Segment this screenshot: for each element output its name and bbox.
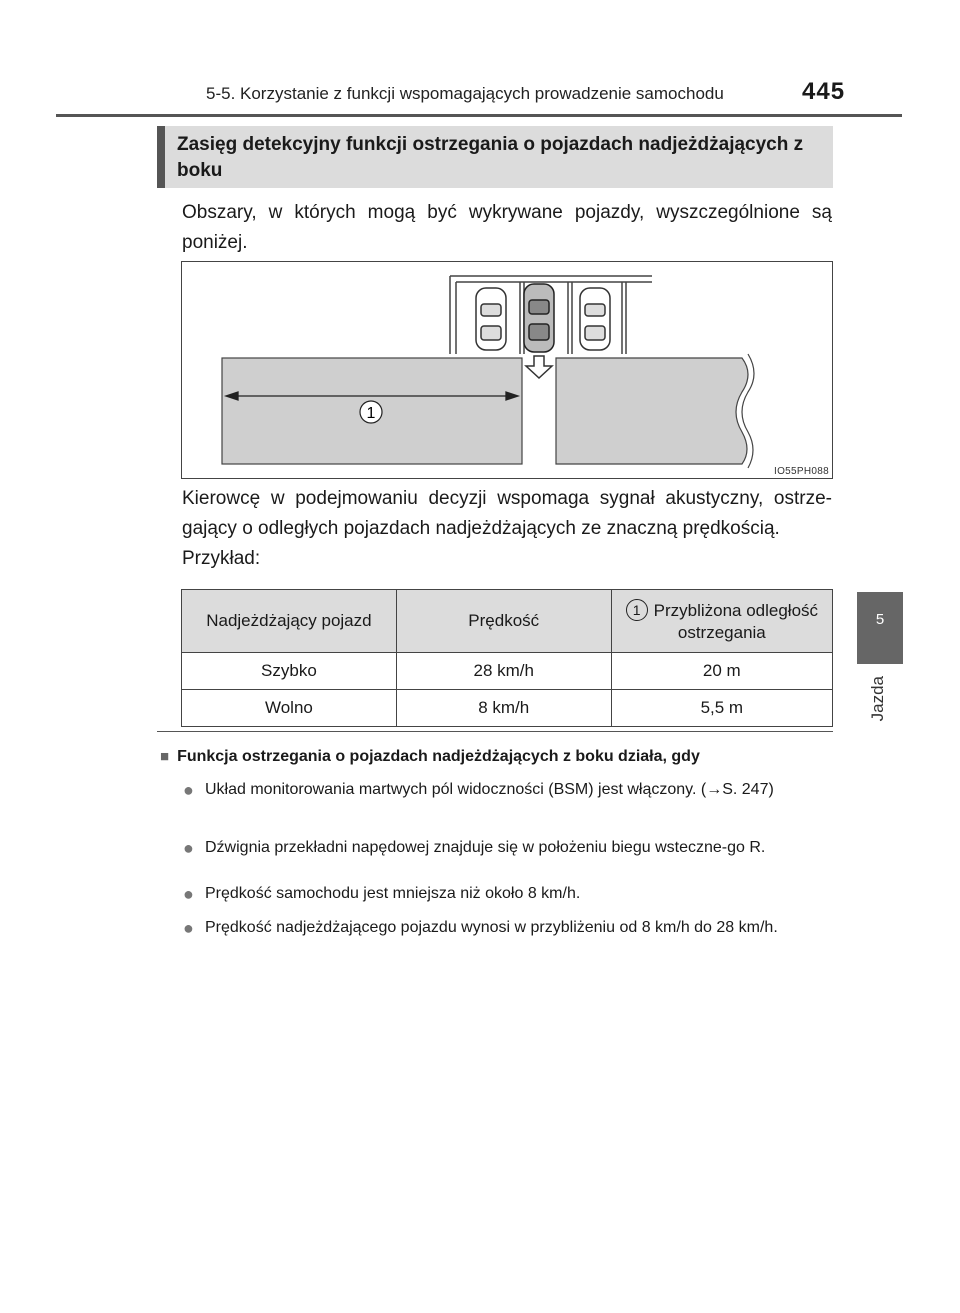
header-speed: Prędkość bbox=[396, 590, 611, 653]
intro-paragraph: Obszary, w których mogą być wykrywane pojazdy, wyszczególnione są poniżej. bbox=[182, 202, 832, 253]
chapter-label: Jazda bbox=[868, 676, 887, 722]
section-title: Zasięg detekcyjny funkcji ostrzegania o pojazdach nadjeżdżających z boku bbox=[177, 134, 804, 181]
list-item: ● Dźwignia przekładni napędowej znajduje się w położeniu biegu wsteczne-go R. bbox=[183, 838, 766, 858]
parked-car-right bbox=[580, 288, 610, 350]
figure-code: IO55PH088 bbox=[774, 466, 829, 477]
detection-area-right bbox=[556, 358, 748, 464]
own-car bbox=[524, 284, 554, 352]
chapter-tab[interactable]: 5 bbox=[857, 592, 903, 664]
page-number: 445 bbox=[802, 78, 846, 105]
warning-distance-table bbox=[181, 589, 833, 727]
parked-car-left bbox=[476, 288, 506, 350]
example-label: Przykład: bbox=[182, 548, 261, 569]
table-row: Szybko 28 km/h 20 m bbox=[182, 653, 833, 690]
table-header-row bbox=[182, 590, 833, 653]
circle-bullet-icon: ● bbox=[183, 918, 194, 938]
running-header: 5-5. Korzystanie z funkcji wspomagających prowadzenie samochodu bbox=[206, 84, 724, 103]
list-item: ● Prędkość samochodu jest mniejsza niż około 8 km/h. bbox=[183, 884, 581, 904]
section-heading-box bbox=[157, 126, 833, 188]
header-rule bbox=[56, 114, 902, 117]
header-vehicle: Nadjeżdżający pojazd bbox=[182, 590, 397, 653]
list-item: ● Prędkość nadjeżdżającego pojazdu wynosi w przybliżeniu od 8 km/h do 28 km/h. bbox=[183, 918, 778, 938]
assist-paragraph: Kierowcę w podejmowaniu decyzji wspomaga sygnał akustyczny, ostrze-gający o odległych pojazdach nadjeżdżających ze znaczną prędkością. bbox=[182, 488, 832, 539]
square-bullet-icon: ■ bbox=[160, 748, 170, 765]
section-rule bbox=[157, 731, 833, 732]
detection-diagram bbox=[182, 262, 833, 479]
header-distance: 1 Przybliżona odległość ostrzegania bbox=[611, 590, 832, 653]
circle-bullet-icon: ● bbox=[183, 780, 194, 800]
conditions-heading: ■ Funkcja ostrzegania o pojazdach nadjeżdżających z boku działa, gdy bbox=[160, 748, 700, 765]
circle-bullet-icon: ● bbox=[183, 884, 194, 904]
callout-number: 1 bbox=[366, 405, 376, 422]
circle-bullet-icon: ● bbox=[183, 838, 194, 858]
list-item: ● Układ monitorowania martwych pól widoczności (BSM) jest włączony. (→S. 247) bbox=[183, 780, 774, 800]
callout-circle: 1 bbox=[626, 599, 648, 621]
table-row: Wolno 8 km/h 5,5 m bbox=[182, 690, 833, 727]
detection-area-figure bbox=[181, 261, 833, 479]
reverse-arrow-icon bbox=[526, 356, 552, 378]
